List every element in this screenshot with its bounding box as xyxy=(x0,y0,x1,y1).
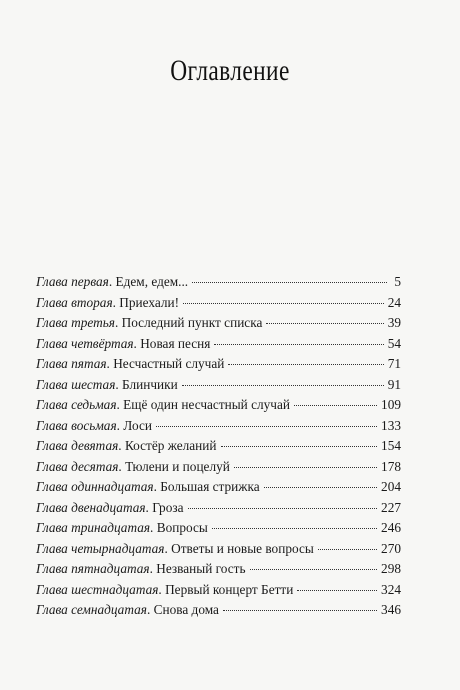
toc-separator: . xyxy=(108,274,116,289)
toc-chapter-label: Глава одиннадцатая xyxy=(36,479,154,494)
toc-dot-leader xyxy=(183,303,384,304)
toc-page-number: 5 xyxy=(394,274,401,289)
toc-entry[interactable] xyxy=(36,498,401,519)
toc-entry[interactable] xyxy=(36,272,401,293)
toc-entry[interactable] xyxy=(36,600,401,621)
toc-dot-leader xyxy=(212,528,377,529)
toc-page-number: 133 xyxy=(381,417,401,433)
toc-chapter-label: Глава тринадцатая xyxy=(36,520,151,535)
toc-page-number: 324 xyxy=(381,581,401,597)
toc-dot-leader xyxy=(214,344,383,345)
toc-separator: . xyxy=(114,315,122,330)
toc-entry[interactable] xyxy=(36,416,401,437)
toc-separator: . xyxy=(149,561,157,576)
toc-dot-leader xyxy=(223,610,377,611)
toc-chapter-label: Глава семнадцатая xyxy=(36,602,147,617)
toc-entry[interactable] xyxy=(36,375,401,396)
toc-title: Первый концерт Бетти xyxy=(165,581,294,597)
toc-title: Снова дома xyxy=(153,602,219,617)
toc-page-number: 109 xyxy=(381,397,401,412)
toc-page-number: 178 xyxy=(381,458,401,474)
toc-page-number: 298 xyxy=(381,561,401,576)
toc-dot-leader xyxy=(228,364,383,365)
toc-entry[interactable] xyxy=(36,539,401,560)
toc-title: Едем, едем... xyxy=(115,274,189,289)
toc-separator: . xyxy=(164,540,172,556)
toc-dot-leader xyxy=(266,323,383,324)
toc-dot-leader xyxy=(234,467,377,468)
toc-dot-leader xyxy=(318,549,377,550)
toc-chapter-label: Глава первая xyxy=(36,274,109,289)
toc-separator: . xyxy=(158,581,166,597)
toc-title: Костёр желаний xyxy=(124,438,217,453)
toc-chapter-label: Глава двенадцатая xyxy=(36,499,146,515)
toc-separator: . xyxy=(133,335,141,351)
toc-page-number: 71 xyxy=(387,356,401,371)
toc-entry[interactable] xyxy=(36,477,401,498)
toc-page-number: 24 xyxy=(387,294,401,310)
toc-title: Последний пункт списка xyxy=(121,315,263,330)
toc-chapter-label: Глава шестая xyxy=(36,376,116,392)
toc-entry[interactable] xyxy=(36,580,401,601)
toc-separator: . xyxy=(112,294,120,310)
toc-separator: . xyxy=(118,438,125,453)
toc-separator: . xyxy=(115,376,123,392)
toc-chapter-label: Глава пятая xyxy=(36,356,107,371)
toc-chapter-label: Глава десятая xyxy=(36,458,119,474)
toc-entry[interactable] xyxy=(36,334,401,355)
toc-chapter-label: Глава седьмая xyxy=(36,397,117,412)
toc-entry[interactable] xyxy=(36,559,401,580)
toc-entry[interactable] xyxy=(36,436,401,457)
toc-entry[interactable] xyxy=(36,518,401,539)
toc-dot-leader xyxy=(182,385,384,386)
toc-page-number: 227 xyxy=(381,499,401,515)
toc-entry[interactable] xyxy=(36,457,401,478)
toc-entry[interactable] xyxy=(36,293,401,314)
toc-chapter-label: Глава четвёртая xyxy=(36,335,134,351)
toc-dot-leader xyxy=(221,446,378,447)
toc-separator: . xyxy=(153,479,161,494)
toc-separator: . xyxy=(106,356,114,371)
toc-title: Блинчики xyxy=(122,376,178,392)
toc-chapter-label: Глава девятая xyxy=(36,438,119,453)
toc-dot-leader xyxy=(188,508,378,509)
toc-page-number: 54 xyxy=(387,335,401,351)
page-title: Оглавление xyxy=(170,54,290,87)
toc-separator: . xyxy=(145,499,153,515)
toc-chapter-label: Глава четырнадцатая xyxy=(36,540,165,556)
toc-page-number: 246 xyxy=(381,520,401,535)
toc-separator: . xyxy=(118,458,126,474)
toc-page-number: 39 xyxy=(387,315,401,330)
toc-title: Большая стрижка xyxy=(160,479,260,494)
toc-chapter-label: Глава шестнадцатая xyxy=(36,581,159,597)
toc-chapter-label: Глава третья xyxy=(36,315,115,330)
toc-dot-leader xyxy=(294,405,377,406)
toc-page-number: 204 xyxy=(381,479,401,494)
toc-page-number: 154 xyxy=(381,438,401,453)
toc-page-number: 346 xyxy=(381,602,401,617)
toc-entry[interactable] xyxy=(36,313,401,334)
toc-dot-leader xyxy=(192,282,387,283)
toc-title: Незваный гость xyxy=(156,561,246,576)
toc-title: Ответы и новые вопросы xyxy=(171,540,314,556)
toc-page-number: 270 xyxy=(381,540,401,556)
toc-title: Ещё один несчастный случай xyxy=(123,397,291,412)
toc-dot-leader xyxy=(250,569,378,570)
toc-title: Приехали! xyxy=(119,294,180,310)
toc-title: Новая песня xyxy=(140,335,211,351)
toc-separator: . xyxy=(116,397,124,412)
toc-title: Гроза xyxy=(152,499,184,515)
toc-chapter-label: Глава вторая xyxy=(36,294,113,310)
toc-title: Тюлени и поцелуй xyxy=(125,458,230,474)
toc-chapter-label: Глава восьмая xyxy=(36,417,117,433)
toc-title: Лоси xyxy=(123,417,152,433)
toc-entry[interactable] xyxy=(36,354,401,375)
toc-separator: . xyxy=(146,602,154,617)
toc-dot-leader xyxy=(264,487,377,488)
toc-separator: . xyxy=(150,520,157,535)
toc-separator: . xyxy=(116,417,124,433)
table-of-contents xyxy=(36,272,401,621)
toc-title: Вопросы xyxy=(156,520,208,535)
toc-page-number: 91 xyxy=(387,376,401,392)
toc-dot-leader xyxy=(156,426,377,427)
toc-chapter-label: Глава пятнадцатая xyxy=(36,561,150,576)
toc-entry[interactable] xyxy=(36,395,401,416)
toc-dot-leader xyxy=(297,590,377,591)
toc-title: Несчастный случай xyxy=(113,356,225,371)
